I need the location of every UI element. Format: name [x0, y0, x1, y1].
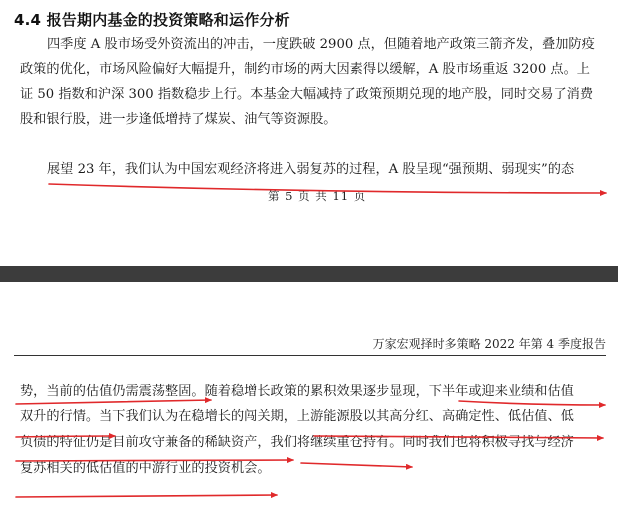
- paragraph-line: 四季度 A 股市场受外资流出的冲击，一度跌破 2900 点，但随着地产政策三箭齐发，叠加防疫: [47, 37, 595, 52]
- paragraph-line: 复苏相关的低估值的中游行业的投资机会。: [20, 461, 271, 476]
- paragraph-line: 政策的优化，市场风险偏好大幅提升，制约市场的两大因素得以缓解，A 股市场重返 3200 点。上: [20, 62, 590, 77]
- page-number: 第 5 页 共 11 页: [268, 189, 367, 203]
- paragraph-line: 负债的特征仍是目前攻守兼备的稀缺资产，我们将继续重仓持有。同时我们也将积极寻找与经济: [20, 435, 574, 450]
- document-page-6: [0, 282, 618, 514]
- section-title: 4.4 报告期内基金的投资策略和运作分析: [14, 11, 290, 29]
- page-separator: [0, 266, 618, 282]
- running-header: 万家宏观择时多策略 2022 年第 4 季度报告: [372, 337, 606, 351]
- paragraph-line: 双升的行情。当下我们认为在稳增长的闯关期，上游能源股以其高分红、高确定性、低估值、低: [20, 409, 574, 424]
- paragraph-line: 势，当前的估值仍需震荡整固。随着稳增长政策的累积效果逐步显现，下半年或迎来业绩和估值: [20, 384, 574, 399]
- header-rule: [14, 355, 606, 356]
- paragraph-line: 股和银行股，进一步逢低增持了煤炭、油气等资源股。: [20, 112, 337, 127]
- paragraph-line: 证 50 指数和沪深 300 指数稳步上行。本基金大幅减持了政策预期兑现的地产股，同时交易了消费: [20, 87, 594, 102]
- paragraph-line: 展望 23 年，我们认为中国宏观经济将进入弱复苏的过程，A 股呈现“强预期、弱现实”的态: [47, 162, 575, 177]
